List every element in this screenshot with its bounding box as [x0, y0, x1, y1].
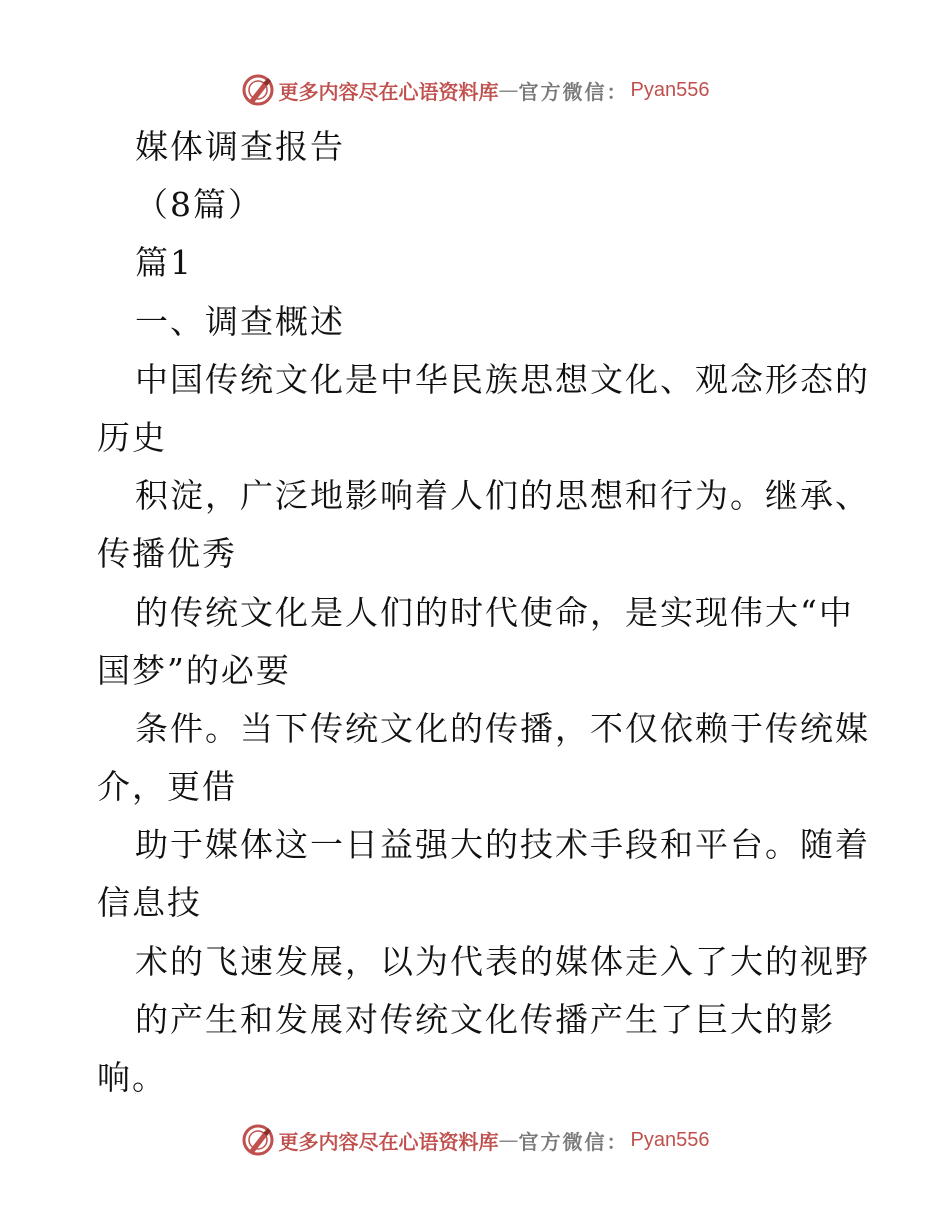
paragraph-line: 响。 [97, 1058, 167, 1097]
paragraph-line: 的产生和发展对传统文化传播产生了巨大的影 [135, 999, 835, 1039]
document-title: 媒体调查报告 [135, 127, 345, 166]
banner-official-text: 官方微信： [518, 1129, 629, 1154]
banner-official-text: 官方微信： [518, 79, 629, 104]
document-subtitle: （8篇） [135, 185, 263, 225]
paragraph-line: 传播优秀 [97, 534, 237, 574]
part-label: 篇1 [135, 243, 193, 283]
paragraph-line: 国梦”的必要 [97, 650, 291, 690]
paragraph-line: 历史 [97, 417, 167, 457]
paragraph-line: 术的飞速发展，以为代表的媒体走入了大的视野 [135, 941, 870, 981]
banner-separator: — [498, 78, 519, 102]
banner-wechat-id: Pyan556 [630, 78, 710, 101]
paragraph-line: 介，更借 [97, 767, 237, 807]
banner-brand-text: 更多内容尽在心语资料库 [278, 1129, 499, 1154]
header-banner [0, 70, 950, 110]
paragraph-line: 的传统文化是人们的时代使命，是实现伟大“中 [135, 592, 854, 632]
banner-brand-text: 更多内容尽在心语资料库 [278, 79, 499, 104]
paragraph-line: 积淀，广泛地影响着人们的思想和行为。继承、 [135, 476, 870, 516]
banner-wechat-id: Pyan556 [630, 1128, 710, 1151]
paragraph-line: 信息技 [97, 883, 202, 923]
section-heading: 一、调查概述 [135, 301, 345, 341]
pen-logo-icon [241, 73, 275, 107]
document-body [97, 118, 870, 1107]
pen-logo-icon [241, 1123, 275, 1157]
paragraph-line: 条件。当下传统文化的传播，不仅依赖于传统媒 [135, 708, 870, 748]
paragraph-line: 助于媒体这一日益强大的技术手段和平台。随着 [135, 825, 870, 865]
banner-separator: — [498, 1128, 519, 1152]
footer-banner [0, 1120, 950, 1160]
paragraph-line: 中国传统文化是中华民族思想文化、观念形态的 [135, 359, 870, 399]
